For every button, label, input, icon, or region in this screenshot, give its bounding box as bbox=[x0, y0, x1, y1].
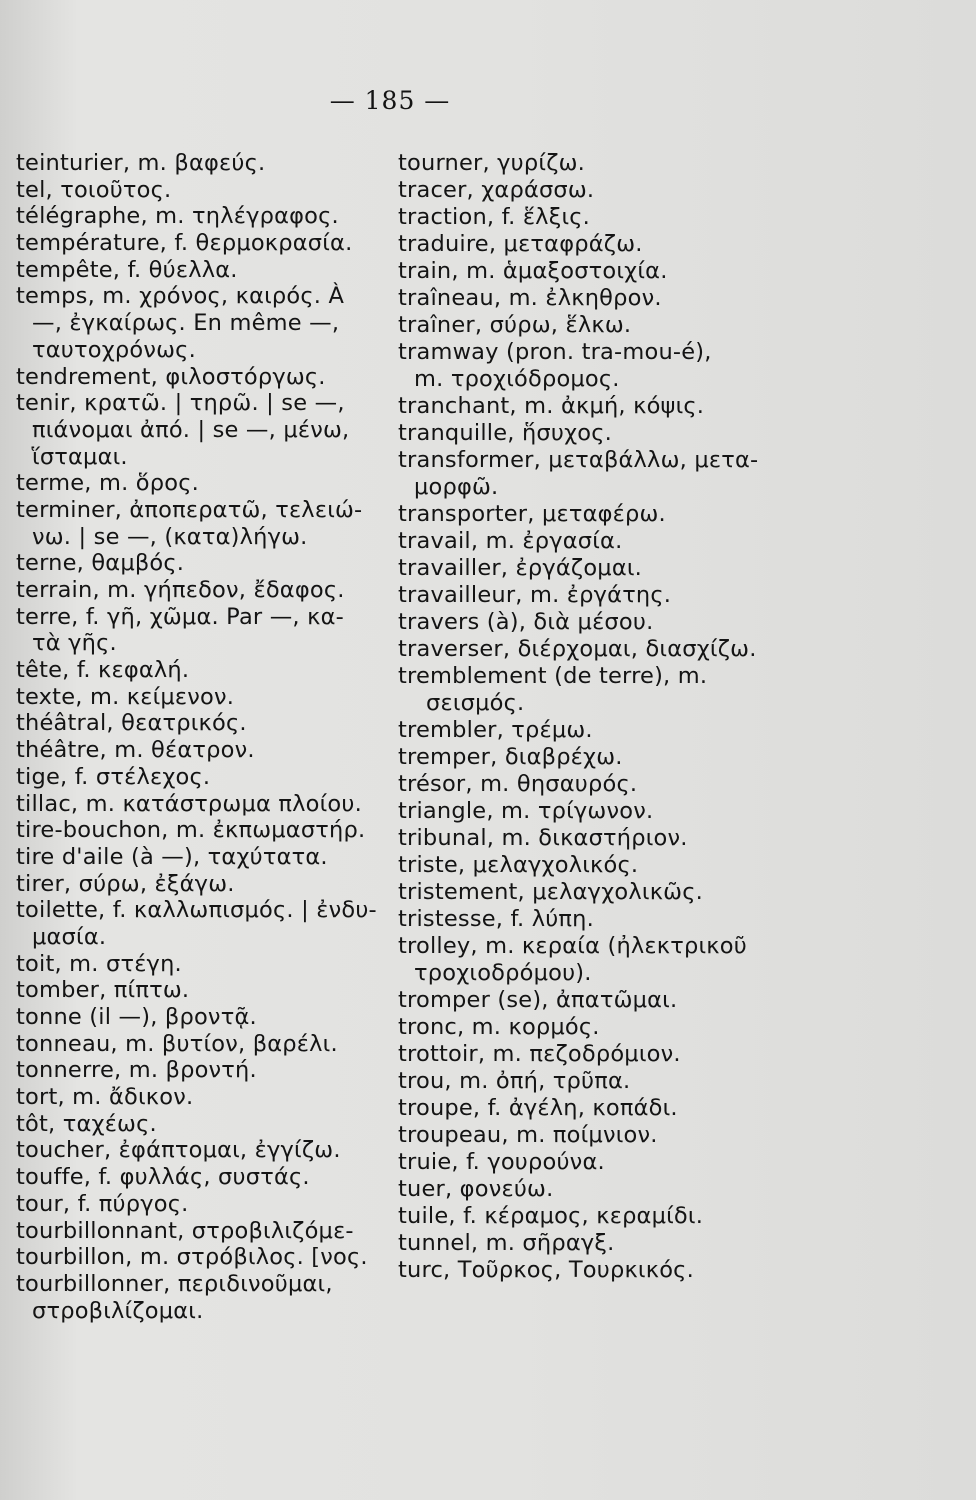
right-column bbox=[398, 150, 770, 1284]
dictionary-line: triangle, m. τρίγωνον. bbox=[398, 798, 654, 824]
dictionary-line: tillac, m. κατάστρωμα πλοίου. bbox=[16, 790, 362, 817]
dictionary-line: τροχιοδρόμου). bbox=[414, 960, 592, 986]
dictionary-line: teinturier, m. βαφεύς. bbox=[16, 150, 266, 176]
dictionary-line: toilette, f. καλλωπισμός. | ἐνδυ- bbox=[16, 897, 377, 924]
dictionary-line: tonneau, m. βυτίον, βαρέλι. bbox=[16, 1030, 338, 1057]
dictionary-line: tempête, f. θύελλα. bbox=[16, 256, 238, 283]
dictionary-line: tristesse, f. λύπη. bbox=[398, 906, 594, 932]
dictionary-line: tel, τοιοῦτος. bbox=[16, 176, 172, 203]
dictionary-line: théâtral, θεατρικός. bbox=[16, 710, 247, 737]
dictionary-line: tort, m. ἄδικον. bbox=[16, 1084, 194, 1111]
dictionary-line: traîner, σύρω, ἕλκω. bbox=[398, 312, 632, 338]
dictionary-line: tenir, κρατῶ. | τηρῶ. | se —, bbox=[16, 390, 345, 417]
dictionary-line: tuile, f. κέραμος, κεραμίδι. bbox=[398, 1203, 704, 1229]
dictionary-line: tire d'aile (à —), ταχύτατα. bbox=[16, 843, 328, 870]
dictionary-line: tramway (pron. tra-mou-é), bbox=[398, 339, 712, 365]
dictionary-line: στροβιλίζομαι. bbox=[32, 1297, 204, 1324]
dictionary-line: tromper (se), ἀπατῶμαι. bbox=[398, 987, 678, 1013]
dictionary-line: trésor, m. θησαυρός. bbox=[398, 771, 638, 797]
dictionary-line: température, f. θερμοκρασία. bbox=[16, 230, 353, 257]
dictionary-line: tourner, γυρίζω. bbox=[398, 150, 586, 176]
dictionary-line: tourbillonner, περιδινοῦμαι, bbox=[16, 1270, 333, 1297]
dictionary-line: touffe, f. φυλλάς, συστάς. bbox=[16, 1164, 310, 1191]
dictionary-line: texte, m. κείμενον. bbox=[16, 683, 235, 710]
dictionary-line: triste, μελαγχολικός. bbox=[398, 852, 639, 878]
dictionary-line: tremper, διαβρέχω. bbox=[398, 744, 623, 770]
dictionary-line: toucher, ἐφάπτομαι, ἐγγίζω. bbox=[16, 1137, 341, 1164]
dictionary-line: m. τροχιόδρομος. bbox=[414, 366, 620, 392]
dictionary-line: ταυτοχρόνως. bbox=[32, 336, 196, 363]
dictionary-line: tribunal, m. δικαστήριον. bbox=[398, 825, 688, 851]
dictionary-line: terne, θαμβός. bbox=[16, 550, 185, 577]
dictionary-line: théâtre, m. θέατρον. bbox=[16, 737, 255, 764]
dictionary-line: tête, f. κεφαλή. bbox=[16, 657, 190, 684]
dictionary-line: train, m. ἁμαξοστοιχία. bbox=[398, 258, 668, 284]
dictionary-line: travail, m. ἐργασία. bbox=[398, 528, 623, 554]
dictionary-line: tristement, μελαγχολικῶς. bbox=[398, 879, 703, 905]
dictionary-line: tôt, ταχέως. bbox=[16, 1110, 157, 1137]
dictionary-line: toit, m. στέγη. bbox=[16, 950, 182, 977]
dictionary-line: trolley, m. κεραία (ἠλεκτρικοῦ bbox=[398, 933, 747, 959]
dictionary-line: σεισμός. bbox=[426, 690, 525, 716]
dictionary-line: transporter, μεταφέρω. bbox=[398, 501, 666, 527]
dictionary-line: tendrement, φιλοστόργως. bbox=[16, 363, 326, 390]
dictionary-line: troupe, f. ἀγέλη, κοπάδι. bbox=[398, 1095, 678, 1121]
dictionary-line: travers (à), διὰ μέσου. bbox=[398, 609, 654, 635]
left-column bbox=[16, 150, 401, 1324]
dictionary-line: tire-bouchon, m. ἐκπωμαστήρ. bbox=[16, 817, 366, 844]
dictionary-line: terme, m. ὅρος. bbox=[16, 470, 199, 497]
dictionary-line: tirer, σύρω, ἐξάγω. bbox=[16, 870, 235, 897]
dictionary-line: tourbillonnant, στροβιλιζόμε- bbox=[16, 1217, 354, 1244]
dictionary-line: tonnerre, m. βροντή. bbox=[16, 1057, 257, 1084]
dictionary-line: trottoir, m. πεζοδρόμιον. bbox=[398, 1041, 681, 1067]
page-number: — 185 — bbox=[329, 86, 451, 115]
dictionary-line: tourbillon, m. στρόβιλος. [νος. bbox=[16, 1244, 368, 1271]
dictionary-line: terre, f. γῆ, χῶμα. Par —, κα- bbox=[16, 603, 344, 630]
dictionary-line: μορφῶ. bbox=[414, 474, 499, 500]
dictionary-line: tonne (il —), βροντᾷ. bbox=[16, 1004, 257, 1030]
dictionary-line: —, ἐγκαίρως. En même —, bbox=[32, 310, 340, 337]
dictionary-line: traduire, μεταφράζω. bbox=[398, 231, 643, 257]
dictionary-line: tunnel, m. σῆραγξ. bbox=[398, 1230, 615, 1256]
dictionary-line: πιάνομαι ἀπό. | se —, μένω, bbox=[32, 416, 350, 443]
dictionary-line: télégraphe, m. τηλέγραφος. bbox=[16, 203, 339, 230]
dictionary-line: τὰ γῆς. bbox=[32, 630, 117, 657]
dictionary-line: μασία. bbox=[32, 923, 107, 950]
dictionary-line: trou, m. ὀπή, τρῦπα. bbox=[398, 1068, 631, 1094]
dictionary-line: temps, m. χρόνος, καιρός. À bbox=[16, 283, 345, 310]
dictionary-line: traverser, διέρχομαι, διασχίζω. bbox=[398, 636, 757, 662]
dictionary-line: troupeau, m. ποίμνιον. bbox=[398, 1122, 658, 1148]
dictionary-line: tronc, m. κορμός. bbox=[398, 1014, 600, 1040]
dictionary-line: travailleur, m. ἐργάτης. bbox=[398, 582, 672, 608]
dictionary-line: ἵσταμαι. bbox=[32, 443, 128, 470]
dictionary-line: transformer, μεταβάλλω, μετα- bbox=[398, 447, 759, 473]
dictionary-line: tige, f. στέλεχος. bbox=[16, 763, 211, 790]
dictionary-line: trembler, τρέμω. bbox=[398, 717, 593, 743]
dictionary-line: traction, f. ἕλξις. bbox=[398, 204, 591, 230]
dictionary-line: truie, f. γουρούνα. bbox=[398, 1149, 605, 1175]
dictionary-line: tomber, πίπτω. bbox=[16, 977, 190, 1004]
dictionary-line: tour, f. πύργος. bbox=[16, 1190, 189, 1217]
dictionary-line: tranquille, ἥσυχος. bbox=[398, 420, 613, 446]
dictionary-line: terminer, ἀποπερατῶ, τελειώ- bbox=[16, 496, 363, 523]
dictionary-line: travailler, ἐργάζομαι. bbox=[398, 555, 643, 581]
dictionary-line: tracer, χαράσσω. bbox=[398, 177, 595, 203]
dictionary-line: terrain, m. γήπεδον, ἔδαφος. bbox=[16, 577, 345, 603]
dictionary-line: tremblement (de terre), m. bbox=[398, 663, 708, 689]
dictionary-line: tranchant, m. ἀκμή, κόψις. bbox=[398, 393, 705, 419]
dictionary-line: traîneau, m. ἐλκηθρον. bbox=[398, 285, 662, 311]
dictionary-line: νω. | se —, (κατα)λήγω. bbox=[32, 523, 308, 550]
dictionary-line: turc, Τοῦρκος, Τουρκικός. bbox=[398, 1257, 694, 1283]
dictionary-line: tuer, φονεύω. bbox=[398, 1176, 554, 1202]
